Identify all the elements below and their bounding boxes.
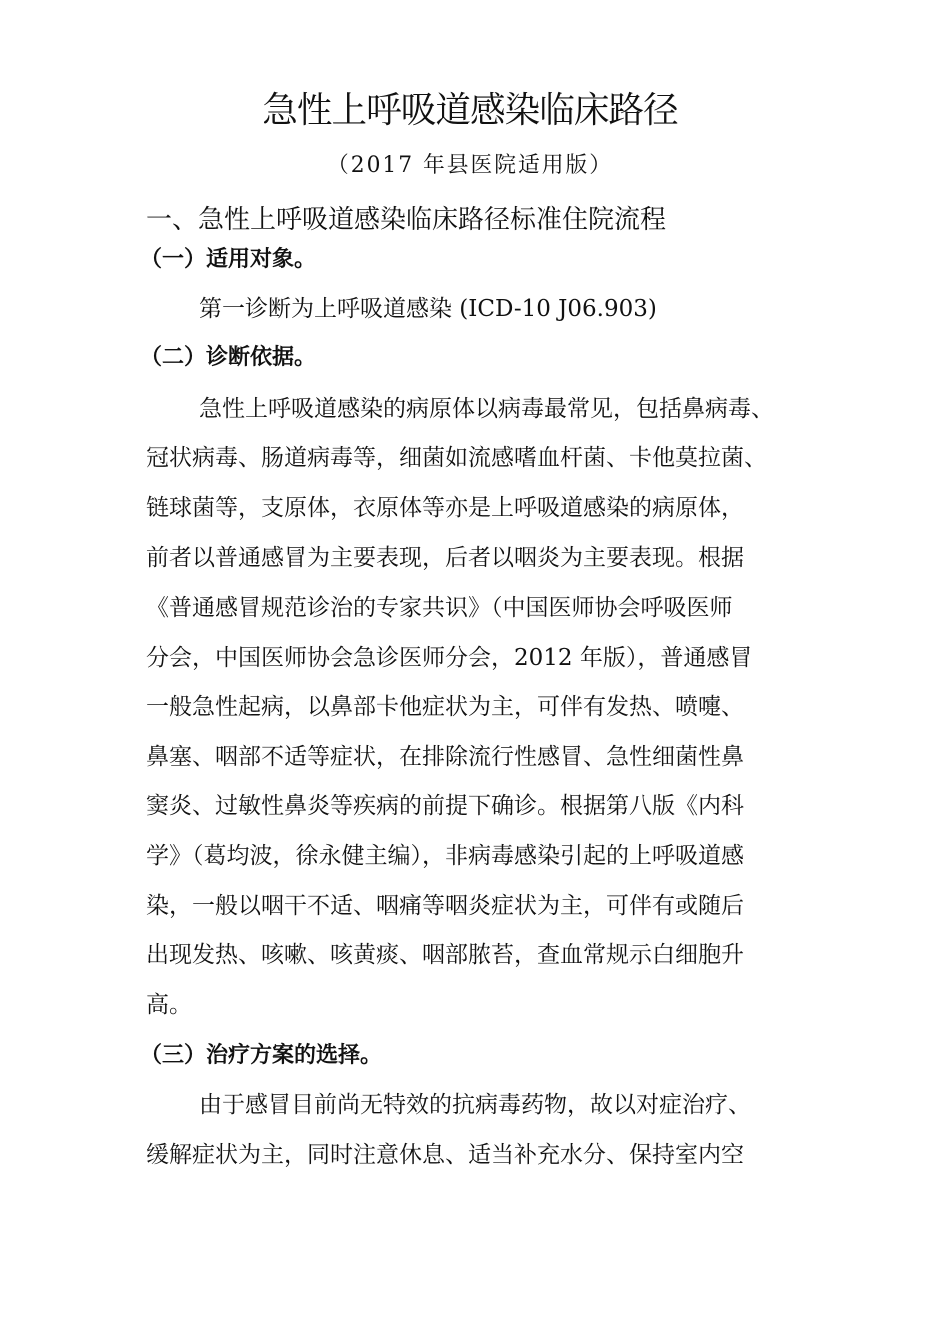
paragraph-line: 链球菌等，支原体，衣原体等亦是上呼吸道感染的病原体， [146,495,744,521]
paragraph-line: 一般急性起病，以鼻部卡他症状为主，可伴有发热、喷嚏、 [146,694,744,720]
subsection-heading-applicable-subjects: （一）适用对象。 [140,247,317,272]
section-heading: 一、急性上呼吸道感染临床路径标准住院流程 [146,205,667,235]
paragraph-line: 学》（葛均波，徐永健主编），非病毒感染引起的上呼吸道感 [146,843,744,869]
paragraph-line: 窦炎、过敏性鼻炎等疾病的前提下确诊。根据第八版《内科 [146,793,744,819]
paragraph-line: 冠状病毒、肠道病毒等，细菌如流感嗜血杆菌、卡他莫拉菌、 [146,445,767,471]
subsection-heading-treatment-plan: （三）治疗方案的选择。 [140,1043,383,1068]
paragraph-line: 第一诊断为上呼吸道感染 (ICD-10 J06.903) [199,296,657,322]
document-title: 急性上呼吸道感染临床路径 [262,90,678,131]
paragraph-line: 由于感冒目前尚无特效的抗病毒药物，故以对症治疗、 [199,1092,751,1118]
paragraph-line: 急性上呼吸道感染的病原体以病毒最常见，包括鼻病毒、 [199,396,774,422]
paragraph-line: 出现发热、咳嗽、咳黄痰、咽部脓苔，查血常规示白细胞升 [146,942,744,968]
subsection-heading-diagnostic-basis: （二）诊断依据。 [140,345,317,370]
paragraph-line: 分会，中国医师协会急诊医师分会，2012 年版），普通感冒 [146,645,753,671]
paragraph-line: 染，一般以咽干不适、咽痛等咽炎症状为主，可伴有或随后 [146,893,744,919]
document-subtitle: （2017 年县医院适用版） [327,153,613,178]
paragraph-line: 缓解症状为主，同时注意休息、适当补充水分、保持室内空 [146,1142,744,1168]
paragraph-line: 高。 [146,992,192,1018]
paragraph-line: 鼻塞、咽部不适等症状，在排除流行性感冒、急性细菌性鼻 [146,744,744,770]
paragraph-line: 《普通感冒规范诊治的专家共识》（中国医师协会呼吸医师 [146,595,733,621]
paragraph-line: 前者以普通感冒为主要表现，后者以咽炎为主要表现。根据 [146,545,744,571]
